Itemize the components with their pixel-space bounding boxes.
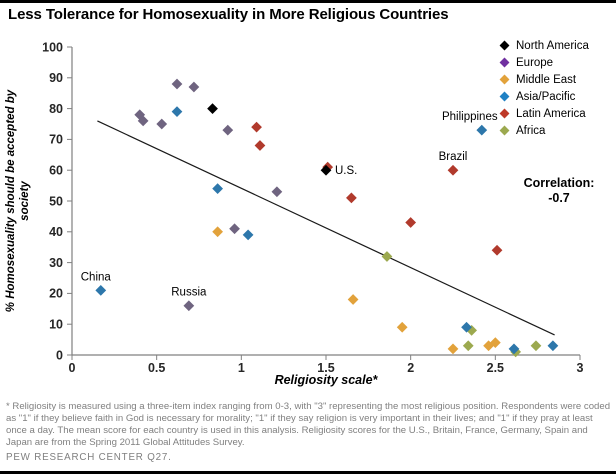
legend-label: North America: [516, 39, 589, 52]
y-tick-label: 30: [49, 255, 63, 270]
legend-label: Europe: [516, 56, 554, 69]
x-tick-label: 0.5: [147, 361, 166, 375]
legend-label: Latin America: [516, 107, 586, 120]
legend-item: [499, 54, 589, 71]
data-point: [255, 140, 266, 151]
diamond-icon: [500, 109, 510, 119]
legend-label: Africa: [516, 124, 546, 137]
y-tick-label: 60: [49, 163, 63, 178]
legend-item: [499, 71, 589, 88]
x-tick-label: 3: [576, 361, 584, 375]
diamond-icon: [500, 92, 510, 102]
data-point: [95, 285, 106, 296]
trend-line: [97, 121, 554, 335]
legend-item: [499, 88, 589, 105]
correlation-label: Correlation:: [523, 176, 595, 190]
y-tick-label: 10: [49, 317, 63, 332]
y-tick-label: 70: [49, 132, 63, 147]
data-point: [492, 245, 503, 256]
data-point: [222, 125, 233, 136]
data-point: [463, 340, 474, 351]
x-tick-label: 0: [68, 361, 76, 375]
data-point: [207, 103, 218, 114]
diamond-icon: [500, 75, 510, 85]
data-point: [156, 119, 167, 130]
point-label: Russia: [171, 286, 207, 299]
legend-label: Middle East: [516, 73, 577, 86]
chart-title: Less Tolerance for Homosexuality in More Religious Countries: [8, 6, 449, 23]
footnote: * Religiosity is measured using a three-item index ranging from 0-3, with "3" representing the most religious position. Respondents were coded as "1" if they believe faith in God is necessary for morality; "1" if they say religion is very important in their lives; and "1" if they pray at least once a day. The mean score for each country is used in this analysis. Religiosity scores for the U.S., Britain, France, Germany, Spain and Japan are from the Spring 2011 Global Attitudes Survey.: [6, 401, 611, 449]
diamond-icon: [500, 126, 510, 136]
y-tick-label: 80: [49, 101, 63, 116]
data-point: [382, 251, 393, 262]
legend-item: [499, 122, 589, 139]
data-point: [172, 106, 183, 117]
x-tick-label: 2: [407, 361, 415, 375]
point-label: U.S.: [335, 165, 358, 178]
legend-label: Asia/Pacific: [516, 90, 576, 103]
data-point: [397, 322, 408, 333]
data-point: [346, 193, 357, 204]
diamond-icon: [500, 58, 510, 68]
data-point: [229, 223, 240, 234]
data-point: [212, 226, 223, 237]
data-point: [272, 186, 283, 197]
data-point: [212, 183, 223, 194]
legend-item: [499, 105, 589, 122]
data-point: [172, 79, 183, 90]
x-tick-label: 1: [237, 361, 245, 375]
diamond-icon: [500, 41, 510, 51]
x-tick-label: 1.5: [317, 361, 335, 375]
point-label: Philippines: [441, 111, 498, 124]
legend: [499, 37, 589, 139]
y-tick-label: 20: [49, 286, 63, 301]
y-tick-label: 90: [49, 71, 63, 86]
x-tick-label: 2.5: [486, 361, 505, 375]
data-point: [189, 82, 200, 93]
y-tick-label: 100: [42, 40, 63, 55]
data-point: [405, 217, 416, 228]
point-label: Brazil: [438, 151, 468, 164]
x-axis-title: Religiosity scale*: [274, 373, 378, 387]
legend-item: [499, 37, 589, 54]
data-point: [251, 122, 262, 133]
data-point: [348, 294, 359, 305]
data-point: [243, 230, 254, 241]
data-point: [448, 343, 459, 354]
data-point: [548, 340, 559, 351]
correlation-note: [500, 176, 616, 206]
data-point: [183, 300, 194, 311]
y-tick-label: 0: [56, 348, 63, 363]
correlation-value: -0.7: [548, 191, 570, 205]
y-axis-title: % Homosexuality should be accepted by society: [5, 89, 32, 313]
data-point: [531, 340, 542, 351]
data-point: [476, 125, 487, 136]
point-label: China: [80, 271, 111, 284]
y-tick-label: 40: [49, 225, 63, 240]
data-point: [448, 165, 459, 176]
y-tick-label: 50: [49, 194, 63, 209]
source-line: PEW RESEARCH CENTER Q27.: [6, 452, 172, 463]
